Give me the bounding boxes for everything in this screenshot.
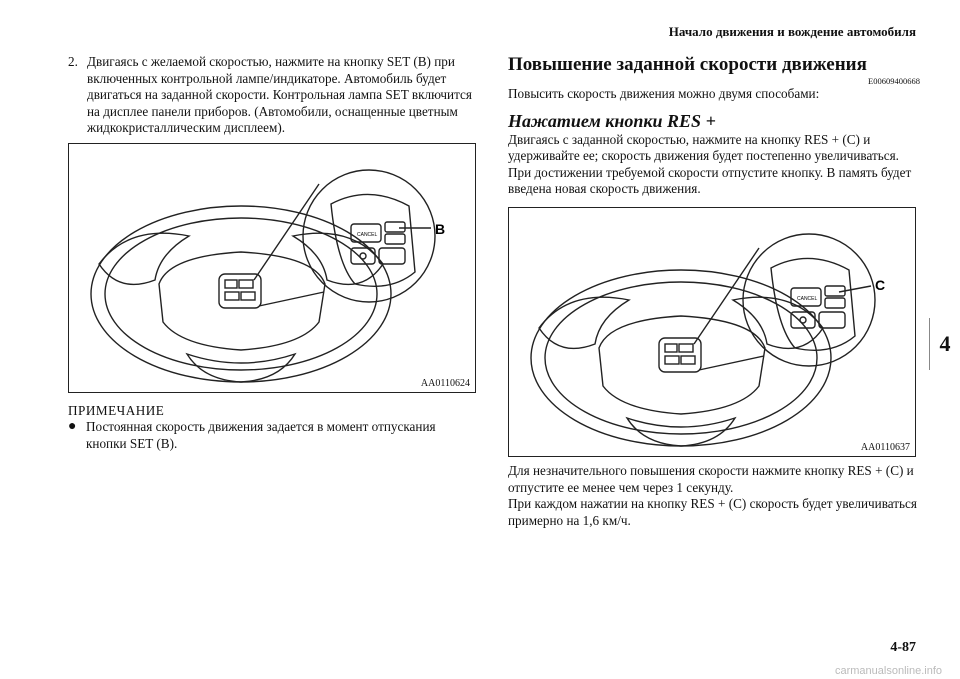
- callout-label-c: C: [875, 277, 886, 293]
- paragraph-2: Для незначительного повышения скорости нажмите кнопку RES + (C) и отпустите ее менее чем через 1 секунду.: [508, 463, 914, 495]
- section-code: E00609400668: [868, 76, 920, 86]
- paragraph-3: При каждом нажатии на кнопку RES + (C) скорость будет увеличиваться примерно на 1,6 км/ч.: [508, 496, 917, 528]
- steering-wheel-illustration-2: [509, 208, 915, 456]
- section-header: Начало движения и вождение автомобиля: [668, 24, 916, 39]
- note-block: [68, 403, 474, 452]
- right-column: [508, 54, 920, 198]
- watermark[interactable]: carmanualsonline.info: [834, 665, 942, 677]
- page-number: 4-87: [890, 640, 916, 655]
- figure-code-2: AA0110637: [860, 442, 910, 453]
- callout-label-b: B: [435, 221, 446, 237]
- step-number: 2.: [68, 54, 78, 69]
- note-title: ПРИМЕЧАНИЕ: [68, 403, 165, 418]
- paragraph-1: Двигаясь с заданной скоростью, нажмите на кнопку RES + (C) и удерживайте ее; скорость движения будет постепенно увеличиваться. При достижении требуемой скорости отпустите кнопку. В память будет введена новая скорость движения.: [508, 131, 912, 196]
- section-title: Повышение заданной скорости движения: [508, 54, 867, 75]
- subsection-title: Нажатием кнопки RES +: [508, 110, 716, 131]
- step-2: [68, 54, 474, 137]
- figure-steering-wheel-res: [508, 207, 916, 457]
- cancel-label: CANCEL: [357, 232, 378, 238]
- cancel-label-2: CANCEL: [797, 296, 818, 302]
- right-bottom-text: [508, 463, 920, 529]
- figure-steering-wheel-set: [68, 143, 476, 393]
- bullet-icon: ●: [68, 419, 77, 434]
- step-text: Двигаясь с желаемой скоростью, нажмите на кнопку SET (B) при включенных контрольной лампе/индикаторе. Автомобиль будет двигаться на заданной скорости. Контрольная лампа SET включится на дисплее панели приборов. (Автомобили, оснащенные цветным жидкокристаллическим дисплеем).: [87, 54, 472, 135]
- note-item: [68, 419, 474, 452]
- left-column: [68, 54, 474, 137]
- intro-text: Повысить скорость движения можно двумя способами:: [508, 86, 820, 101]
- note-text: Постоянная скорость движения задается в момент отпускания кнопки SET (B).: [86, 419, 436, 451]
- chapter-tab[interactable]: 4: [929, 318, 960, 370]
- figure-code: AA0110624: [420, 378, 470, 389]
- steering-wheel-illustration: [69, 144, 475, 392]
